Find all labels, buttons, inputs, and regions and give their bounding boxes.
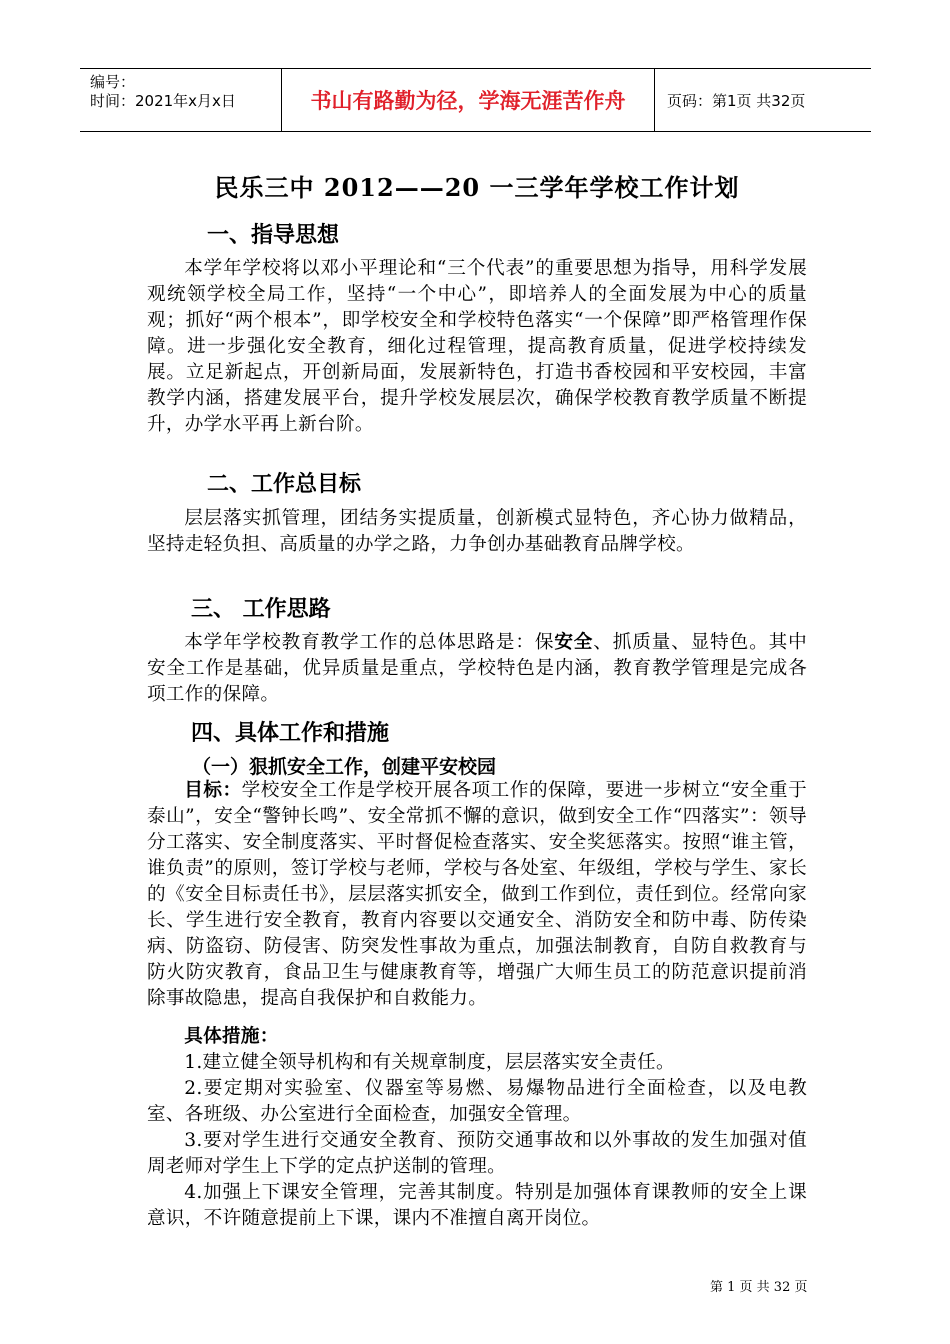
section-3-body-bold: 安全 [554,632,594,653]
page-header [80,68,871,132]
section-3-body [147,630,807,708]
measure-2: 2.要定期对实验室、仪器室等易燃、易爆物品进行全面检查，以及电教室、各班级、办公室进行全面检查，加强安全管理。 [147,1078,807,1125]
header-motto: 书山有路勤为径，学海无涯苦作舟 [282,69,655,131]
section-1-heading: 一、指导思想 [207,223,340,248]
measures-label-line [147,1024,807,1050]
measure-3: 3.要对学生进行交通安全教育、预防交通事故和以外事故的发生加强对值周老师对学生上下学的定点护送制的管理。 [147,1130,807,1177]
section-2-body: 层层落实抓管理，团结务实提质量，创新模式显特色，齐心协力做精品，坚持走轻负担、高质量的办学之路，力争创办基础教育品牌学校。 [147,508,807,555]
section-3-body-part1: 本学年学校教育教学工作的总体思路是：保 [184,632,555,653]
section-3-heading: 三、 工作思路 [191,597,331,622]
serial-label: 编号： [90,73,136,91]
date-label: 时间：2021年x月x日 [90,92,236,110]
section-4-heading: 四、具体工作和措施 [191,721,390,746]
goal-paragraph [147,778,807,1012]
header-page-number: 页码：第1页 共32页 [667,91,806,110]
goal-body: 学校安全工作是学校开展各项工作的保障，要进一步树立“安全重于泰山”，安全“警钟长鸣”、安全常抓不懈的意识，做到安全工作“四落实”：领导分工落实、安全制度落实、平时督促检查落实、安全奖惩落实。按照“谁主管，谁负责”的原则，签订学校与老师，学校与各处室、年级组，学校与学生、家长的《安全目标责任书》，层层落实抓安全，做到工作到位，责任到位。经常向家长、学生进行安全教育，教育内容要以交通安全、消防安全和防中毒、防传染病、防盗窃、防侵害、防突发性事故为重点，加强法制教育，自防自救教育与防火防灾教育，食品卫生与健康教育等，增强广大师生员工的防范意识提前消除事故隐患，提高自我保护和自救能力。 [147,780,807,1009]
measures-label: 具体措施： [184,1026,279,1047]
goal-label: 目标： [184,780,242,801]
measure-1: 1.建立健全领导机构和有关规章制度，层层落实安全责任。 [184,1052,675,1073]
document-title: 民乐三中 2012——20 一三学年学校工作计划 [214,173,740,202]
page-footer: 第 1 页 共 32 页 [710,1280,808,1295]
subsection-1-heading: （一）狠抓安全工作，创建平安校园 [192,756,497,778]
section-2-heading: 二、工作总目标 [207,472,362,497]
section-3-body-part2: 、抓质量、显特色。其中安全工作是基础，优异质量是重点，学校特色是内涵，教育教学管理是完成各项工作的保障。 [147,632,807,705]
header-meta [80,69,282,131]
section-1-body: 本学年学校将以邓小平理论和“三个代表”的重要思想为指导，用科学发展观统领学校全局工作，坚持“一个中心”，即培养人的全面发展为中心的质量观；抓好“两个根本”，即学校安全和学校特色落实“一个保障”即严格管理作保障。进一步强化安全教育，细化过程管理，提高教育质量，促进学校持续发展。立足新起点，开创新局面，发展新特色，打造书香校园和平安校园，丰富教学内涵，搭建发展平台，提升学校发展层次，确保学校教育教学质量不断提升，办学水平再上新台阶。 [147,258,807,435]
measure-4: 4.加强上下课安全管理，完善其制度。特别是加强体育课教师的安全上课意识，不许随意提前上下课，课内不准擅自离开岗位。 [147,1182,807,1229]
